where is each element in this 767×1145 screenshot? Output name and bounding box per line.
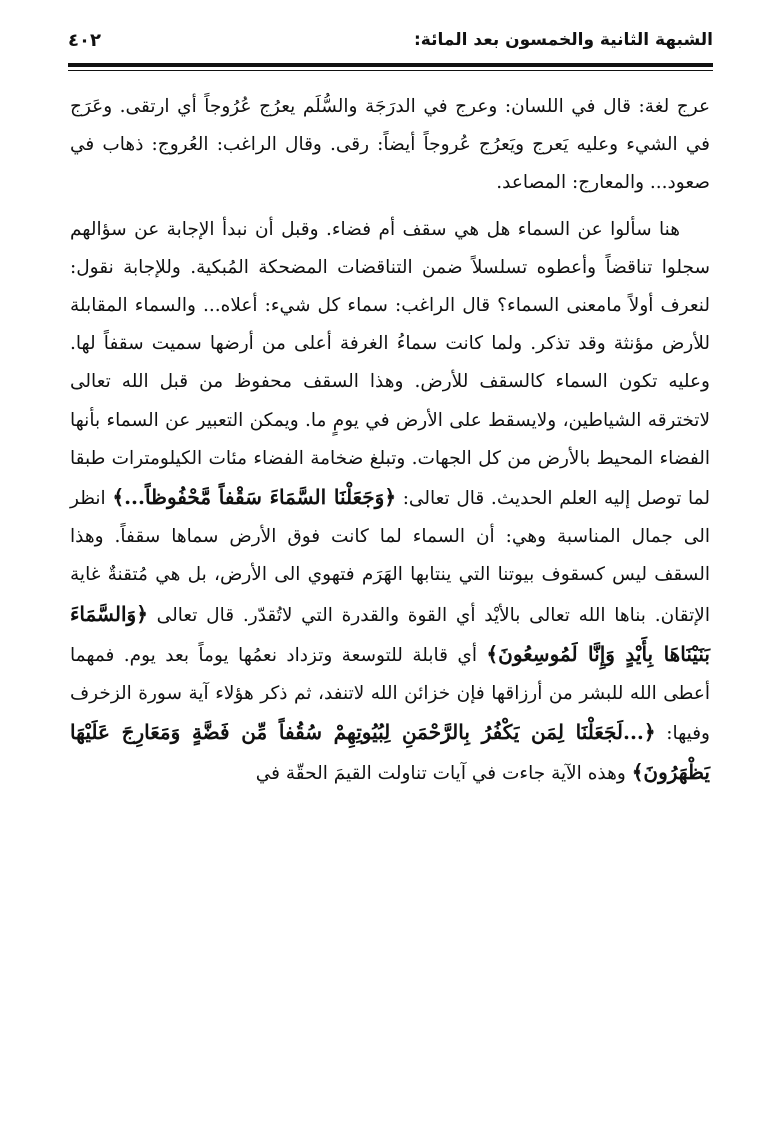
quran-verse-1: ﴿وَجَعَلْنَا السَّمَاءَ سَقْفاً مَّحْفُوظاً...﴾ [112, 485, 397, 510]
header-rule-thick [68, 63, 713, 67]
paragraph-definition-text: عرج لغة: قال في اللسان: وعرج في الدرَجَة والسُّلَم يعرُج عُرُوجاً أي ارتقى. وعَرَج في الشيء وعليه يَعرج ويَعرُج عُروجاً أيضاً: رقى. وقال الراغب: العُروج: ذهاب في صعود... والمعارج: المصاعد. [70, 96, 710, 194]
page-number: ٤٠٢ [68, 30, 101, 51]
discussion-text-1: هنا سألوا عن السماء هل هي سقف أم فضاء. وقبل أن نبدأ الإجابة عن سؤالهم سجلوا تناقضاً وأعطوه تسلسلاً ضمن التناقضات المضحكة المُبكية. وللإجابة نقول: لنعرف أولاً مامعنى السماء؟ قال الراغب: سماء كل شيء: أعلاه... والسماء المقابلة للأرض مؤنثة وقد تذكر. ولما كانت سماءُ الغرفة أعلى من أرضها سميت سقفاً لها. وعليه تكون السماء كالسقف للأرض. وهذا السقف محفوظ من قبل الله تعالى لاتخترقه الشياطين، ولايسقط على الأرض في يومٍ ما. ويمكن التعبير عن السماء بأنها الفضاء المحيط بالأرض من كل الجهات. وتبلغ ضخامة الفضاء مئات الكيلومترات طبقا لما توصل إليه العلم الحديث. قال تعالى: [70, 218, 710, 510]
quran-verse-2: ﴿وَالسَّمَاءَ بَنَيْنَاهَا بِأَيْدٍ وَإِنَّا لَمُوسِعُونَ﴾ [70, 601, 710, 666]
paragraph-definition [70, 88, 710, 203]
discussion-text-3: أي قابلة للتوسعة وتزداد نعمُها يوماً بعد يوم. فمهما أعطى الله للبشر من أرزاقها فإن خزائن الله لاتنفد، ثم ذكر هؤلاء آية سورة الزخرف وفيها: [70, 644, 710, 745]
paragraph-discussion [70, 211, 710, 794]
running-title: الشبهة الثانية والخمسون بعد المائة: [414, 30, 713, 50]
page-header [68, 24, 713, 64]
discussion-text-4: وهذه الآية جاءت في آيات تناولت القيمَ الحقّة في [255, 763, 626, 785]
discussion-text-2: انظر الى جمال المناسبة وهي: أن السماء لما كانت فوق الأرض سماها سقفاً. وهذا السقف ليس كسقوف بيوتنا التي ينتابها الهَرَم فتهوي الى الأرض، بل هي مُتقنةٌ غاية الإتقان. بناها الله تعالى بالأيْد أي القوة والقدرة التي لاتُقدّر. قال تعالى [70, 488, 710, 626]
main-text [70, 88, 710, 794]
quran-verse-3: ﴿...لَجَعَلْنَا لِمَن يَكْفُرُ بِالرَّحْمَنِ لِبُيُوتِهِمْ سُقُفاً مِّن فَضَّةٍ وَمَعَارِجَ عَلَيْهَا يَظْهَرُونَ﴾ [70, 720, 710, 785]
header-rule-thin [68, 70, 713, 71]
